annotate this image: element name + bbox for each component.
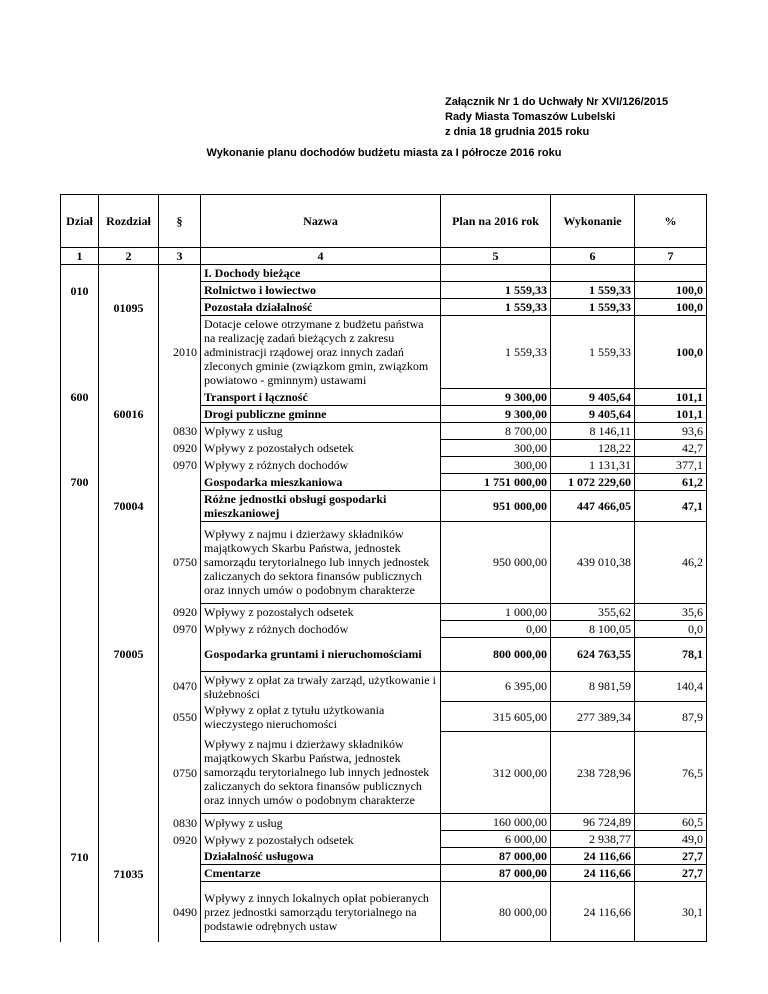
cell-percent: 60,5	[635, 814, 707, 831]
col-number-1: 1	[61, 248, 99, 265]
cell-wykonanie: 8 981,59	[551, 671, 635, 702]
cell-rozdzial	[99, 831, 159, 848]
cell-rozdzial	[99, 603, 159, 620]
cell-rozdzial	[99, 265, 159, 282]
cell-dzial: 710	[61, 848, 99, 865]
cell-percent: 377,1	[635, 456, 707, 473]
header-line-1: Załącznik Nr 1 do Uchwały Nr XVI/126/2015	[445, 96, 669, 108]
cell-paragraf: 0920	[159, 439, 201, 456]
cell-paragraf	[159, 473, 201, 490]
cell-plan: 800 000,00	[441, 637, 551, 671]
cell-plan: 6 395,00	[441, 671, 551, 702]
cell-rozdzial: 70004	[99, 490, 159, 521]
cell-rozdzial: 71035	[99, 865, 159, 882]
cell-plan: 1 559,33	[441, 282, 551, 299]
table-row	[61, 671, 707, 702]
cell-rozdzial	[99, 439, 159, 456]
cell-dzial: 010	[61, 282, 99, 299]
table-row	[61, 439, 707, 456]
cell-wykonanie: 1 559,33	[551, 282, 635, 299]
table-row	[61, 831, 707, 848]
cell-nazwa: Transport i łączność	[201, 388, 441, 405]
cell-plan: 9 300,00	[441, 388, 551, 405]
cell-rozdzial	[99, 702, 159, 732]
cell-wykonanie: 277 389,34	[551, 702, 635, 732]
cell-wykonanie: 439 010,38	[551, 521, 635, 603]
cell-dzial: 600	[61, 388, 99, 405]
cell-wykonanie: 2 938,77	[551, 831, 635, 848]
cell-wykonanie: 238 728,96	[551, 732, 635, 814]
col-header-nazwa: Nazwa	[201, 195, 441, 248]
cell-plan: 1 559,33	[441, 316, 551, 389]
cell-percent: 47,1	[635, 490, 707, 521]
cell-percent: 61,2	[635, 473, 707, 490]
cell-dzial	[61, 865, 99, 882]
cell-plan: 8 700,00	[441, 422, 551, 439]
cell-percent: 27,7	[635, 848, 707, 865]
cell-percent: 140,4	[635, 671, 707, 702]
cell-rozdzial	[99, 422, 159, 439]
cell-rozdzial	[99, 473, 159, 490]
cell-percent	[635, 265, 707, 282]
table-row	[61, 848, 707, 865]
col-number-5: 5	[441, 248, 551, 265]
cell-paragraf: 0470	[159, 671, 201, 702]
cell-dzial	[61, 490, 99, 521]
cell-plan: 0,00	[441, 620, 551, 637]
table-row	[61, 814, 707, 831]
cell-plan	[441, 265, 551, 282]
table-row	[61, 865, 707, 882]
cell-dzial	[61, 882, 99, 942]
cell-plan: 9 300,00	[441, 405, 551, 422]
cell-plan: 951 000,00	[441, 490, 551, 521]
cell-plan: 1 751 000,00	[441, 473, 551, 490]
cell-plan: 87 000,00	[441, 865, 551, 882]
cell-nazwa: Gospodarka mieszkaniowa	[201, 473, 441, 490]
col-header-wykonanie: Wykonanie	[551, 195, 635, 248]
cell-dzial	[61, 831, 99, 848]
cell-paragraf: 0970	[159, 456, 201, 473]
table-row	[61, 490, 707, 521]
table-row	[61, 637, 707, 671]
cell-plan: 312 000,00	[441, 732, 551, 814]
income-table	[60, 194, 707, 942]
cell-percent: 100,0	[635, 282, 707, 299]
table-row	[61, 603, 707, 620]
cell-nazwa: Wpływy z opłat z tytułu użytkowania wieczystego nieruchomości	[201, 702, 441, 732]
col-number-7: 7	[635, 248, 707, 265]
cell-rozdzial	[99, 620, 159, 637]
header-line-2: Rady Miasta Tomaszów Lubelski	[445, 111, 616, 123]
table-row	[61, 732, 707, 814]
cell-paragraf: 0490	[159, 882, 201, 942]
cell-rozdzial: 01095	[99, 299, 159, 316]
table-row	[61, 702, 707, 732]
cell-nazwa: Dotacje celowe otrzymane z budżetu państwa na realizację zadań bieżących z zakresu administracji rządowej oraz innych zadań zleconych gminie (związkom gmin, związkom powiatowo - gminnym) ustawami	[201, 316, 441, 389]
cell-percent: 35,6	[635, 603, 707, 620]
cell-nazwa: I. Dochody bieżące	[201, 265, 441, 282]
cell-nazwa: Drogi publiczne gminne	[201, 405, 441, 422]
cell-plan: 6 000,00	[441, 831, 551, 848]
cell-nazwa: Wpływy z najmu i dzierżawy składników majątkowych Skarbu Państwa, jednostek samorządu terytorialnego lub innych jednostek zaliczanych do sektora finansów publicznych oraz innych umów o podobnym charakterze	[201, 521, 441, 603]
cell-nazwa: Wpływy z opłat za trwały zarząd, użytkowanie i służebności	[201, 671, 441, 702]
table-row	[61, 422, 707, 439]
cell-nazwa: Wpływy z usług	[201, 814, 441, 831]
cell-rozdzial	[99, 456, 159, 473]
cell-wykonanie: 128,22	[551, 439, 635, 456]
table-row	[61, 620, 707, 637]
cell-wykonanie: 9 405,64	[551, 388, 635, 405]
table-row	[61, 473, 707, 490]
cell-wykonanie: 1 072 229,60	[551, 473, 635, 490]
col-number-6: 6	[551, 248, 635, 265]
cell-percent: 100,0	[635, 316, 707, 389]
cell-rozdzial: 60016	[99, 405, 159, 422]
table-row	[61, 388, 707, 405]
table-row	[61, 316, 707, 389]
cell-nazwa: Wpływy z pozostałych odsetek	[201, 439, 441, 456]
table-row	[61, 521, 707, 603]
cell-paragraf	[159, 865, 201, 882]
table-body	[61, 265, 707, 942]
col-header-paragraf: §	[159, 195, 201, 248]
cell-plan: 1 000,00	[441, 603, 551, 620]
cell-nazwa: Wpływy z różnych dochodów	[201, 456, 441, 473]
cell-dzial	[61, 814, 99, 831]
cell-percent: 101,1	[635, 388, 707, 405]
cell-wykonanie	[551, 265, 635, 282]
cell-paragraf	[159, 388, 201, 405]
cell-dzial	[61, 265, 99, 282]
cell-paragraf	[159, 848, 201, 865]
cell-paragraf	[159, 490, 201, 521]
cell-rozdzial	[99, 671, 159, 702]
cell-wykonanie: 355,62	[551, 603, 635, 620]
cell-paragraf	[159, 637, 201, 671]
cell-nazwa: Pozostała działalność	[201, 299, 441, 316]
cell-dzial	[61, 316, 99, 389]
cell-wykonanie: 1 131,31	[551, 456, 635, 473]
cell-dzial	[61, 732, 99, 814]
cell-plan: 87 000,00	[441, 848, 551, 865]
cell-paragraf: 0970	[159, 620, 201, 637]
cell-percent: 30,1	[635, 882, 707, 942]
cell-paragraf: 0550	[159, 702, 201, 732]
cell-rozdzial	[99, 316, 159, 389]
header-line-3: z dnia 18 grudnia 2015 roku	[445, 126, 590, 138]
col-header-dzial: Dział	[61, 195, 99, 248]
table-row	[61, 265, 707, 282]
cell-plan: 300,00	[441, 439, 551, 456]
cell-nazwa: Wpływy z innych lokalnych opłat pobieranych przez jednostki samorządu terytorialnego na podstawie odrębnych ustaw	[201, 882, 441, 942]
cell-percent: 78,1	[635, 637, 707, 671]
cell-percent: 101,1	[635, 405, 707, 422]
cell-nazwa: Działalność usługowa	[201, 848, 441, 865]
cell-nazwa: Różne jednostki obsługi gospodarki mieszkaniowej	[201, 490, 441, 521]
col-number-3: 3	[159, 248, 201, 265]
cell-dzial	[61, 439, 99, 456]
cell-percent: 93,6	[635, 422, 707, 439]
cell-paragraf: 0750	[159, 732, 201, 814]
cell-rozdzial	[99, 848, 159, 865]
cell-nazwa: Wpływy z różnych dochodów	[201, 620, 441, 637]
cell-rozdzial	[99, 814, 159, 831]
cell-percent: 87,9	[635, 702, 707, 732]
cell-percent: 49,0	[635, 831, 707, 848]
cell-nazwa: Gospodarka gruntami i nieruchomościami	[201, 637, 441, 671]
table-row	[61, 299, 707, 316]
cell-wykonanie: 1 559,33	[551, 299, 635, 316]
cell-nazwa: Wpływy z najmu i dzierżawy składników majątkowych Skarbu Państwa, jednostek samorządu terytorialnego lub innych jednostek zaliczanych do sektora finansów publicznych oraz innych umów o podobnym charakterze	[201, 732, 441, 814]
cell-rozdzial: 70005	[99, 637, 159, 671]
cell-percent: 76,5	[635, 732, 707, 814]
cell-plan: 1 559,33	[441, 299, 551, 316]
cell-plan: 315 605,00	[441, 702, 551, 732]
table-row	[61, 282, 707, 299]
cell-paragraf: 0920	[159, 603, 201, 620]
cell-plan: 950 000,00	[441, 521, 551, 603]
cell-plan: 160 000,00	[441, 814, 551, 831]
cell-wykonanie: 447 466,05	[551, 490, 635, 521]
col-number-4: 4	[201, 248, 441, 265]
cell-rozdzial	[99, 388, 159, 405]
cell-wykonanie: 1 559,33	[551, 316, 635, 389]
cell-wykonanie: 8 146,11	[551, 422, 635, 439]
table-row	[61, 882, 707, 942]
cell-dzial	[61, 702, 99, 732]
table-row	[61, 456, 707, 473]
cell-dzial	[61, 620, 99, 637]
cell-dzial	[61, 671, 99, 702]
cell-percent: 42,7	[635, 439, 707, 456]
cell-paragraf: 2010	[159, 316, 201, 389]
document-title: Wykonanie planu dochodów budżetu miasta za I półrocze 2016 roku	[206, 147, 562, 159]
cell-paragraf	[159, 299, 201, 316]
col-header-rozdzial: Rozdział	[99, 195, 159, 248]
cell-rozdzial	[99, 282, 159, 299]
cell-paragraf: 0920	[159, 831, 201, 848]
cell-nazwa: Cmentarze	[201, 865, 441, 882]
resolution-header	[445, 95, 668, 140]
cell-rozdzial	[99, 521, 159, 603]
cell-paragraf: 0750	[159, 521, 201, 603]
col-number-2: 2	[99, 248, 159, 265]
cell-dzial	[61, 637, 99, 671]
cell-percent: 46,2	[635, 521, 707, 603]
cell-wykonanie: 24 116,66	[551, 865, 635, 882]
cell-percent: 0,0	[635, 620, 707, 637]
cell-dzial	[61, 422, 99, 439]
cell-dzial: 700	[61, 473, 99, 490]
cell-paragraf	[159, 265, 201, 282]
cell-wykonanie: 8 100,05	[551, 620, 635, 637]
cell-wykonanie: 624 763,55	[551, 637, 635, 671]
cell-dzial	[61, 603, 99, 620]
col-header-plan: Plan na 2016 rok	[441, 195, 551, 248]
cell-percent: 100,0	[635, 299, 707, 316]
cell-dzial	[61, 405, 99, 422]
cell-paragraf	[159, 405, 201, 422]
cell-percent: 27,7	[635, 865, 707, 882]
cell-dzial	[61, 299, 99, 316]
cell-nazwa: Wpływy z usług	[201, 422, 441, 439]
cell-nazwa: Wpływy z pozostałych odsetek	[201, 831, 441, 848]
cell-dzial	[61, 521, 99, 603]
cell-nazwa: Wpływy z pozostałych odsetek	[201, 603, 441, 620]
cell-plan: 300,00	[441, 456, 551, 473]
cell-paragraf: 0830	[159, 422, 201, 439]
cell-wykonanie: 96 724,89	[551, 814, 635, 831]
table-row	[61, 405, 707, 422]
cell-paragraf: 0830	[159, 814, 201, 831]
cell-wykonanie: 9 405,64	[551, 405, 635, 422]
cell-dzial	[61, 456, 99, 473]
cell-nazwa: Rolnictwo i łowiectwo	[201, 282, 441, 299]
cell-wykonanie: 24 116,66	[551, 848, 635, 865]
cell-rozdzial	[99, 882, 159, 942]
cell-wykonanie: 24 116,66	[551, 882, 635, 942]
cell-plan: 80 000,00	[441, 882, 551, 942]
col-header-percent: %	[635, 195, 707, 248]
cell-rozdzial	[99, 732, 159, 814]
cell-paragraf	[159, 282, 201, 299]
